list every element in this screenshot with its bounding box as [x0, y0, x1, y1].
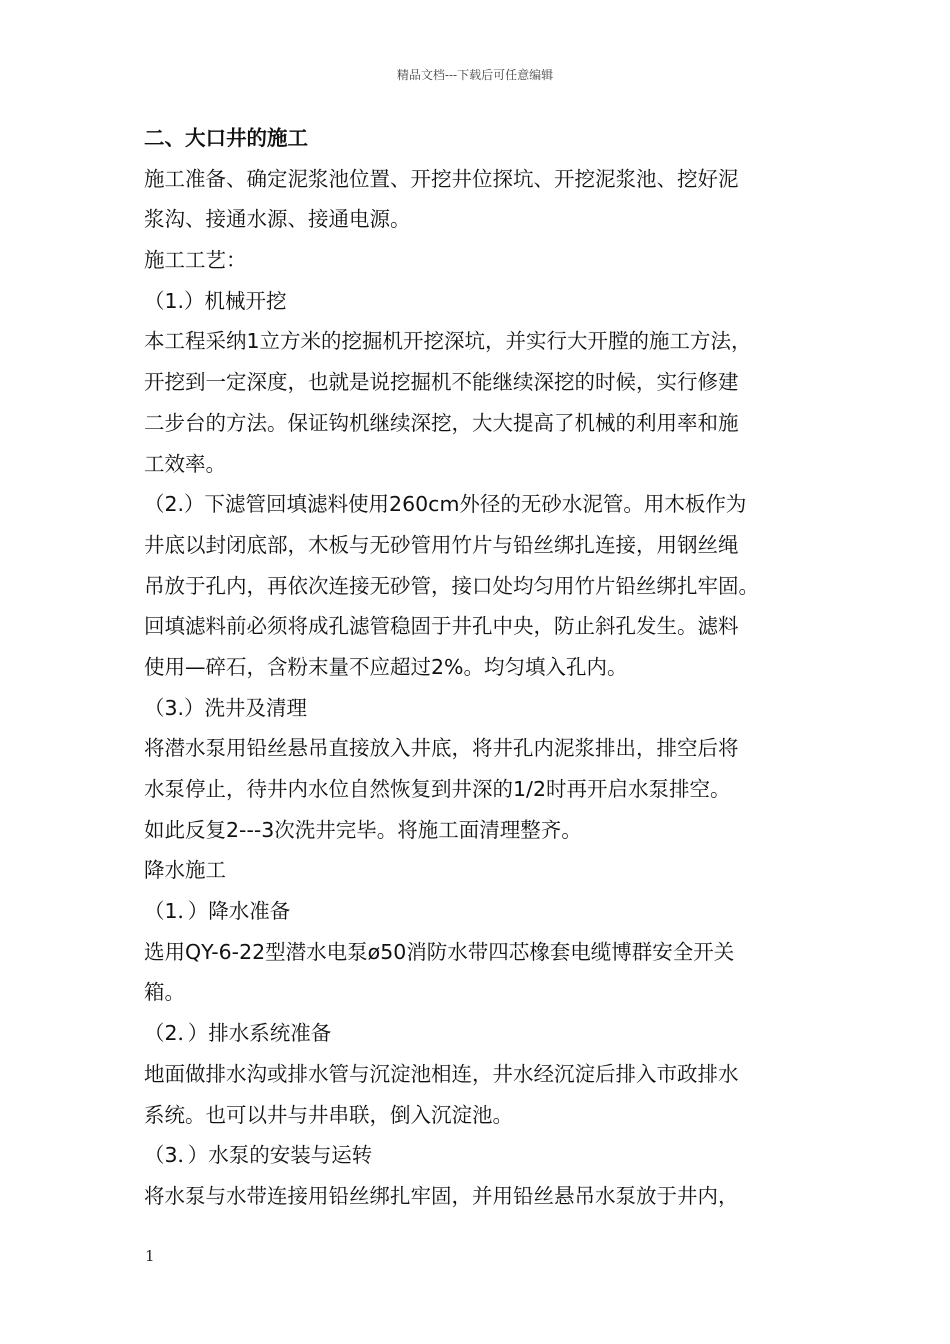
paragraph-line: 箱。	[144, 980, 185, 1005]
paragraph-line: 浆沟、接通水源、接通电源。	[144, 207, 411, 232]
paragraph-line: 施工准备、确定泥浆池位置、开挖井位探坑、开挖泥浆池、挖好泥	[144, 166, 739, 191]
paragraph-line: 地面做排水沟或排水管与沉淀池相连，井水经沉淀后排入市政排水	[144, 1061, 739, 1086]
paragraph-line: 水泵停止，待井内水位自然恢复到井深的1/2时再开启水泵排空。	[144, 777, 731, 801]
subsection-heading: （3.）洗井及清理	[144, 695, 308, 720]
paragraph-line: 井底以封闭底部，木板与无砂管用竹片与铅丝绑扎连接，用钢丝绳	[144, 532, 739, 557]
subsection-heading: （3．）水泵的安装与运转	[144, 1143, 373, 1168]
paragraph-line: 工效率。	[144, 451, 226, 476]
section-heading: 二、大口井的施工	[144, 126, 308, 150]
paragraph-line: 吊放于孔内，再依次连接无砂管，接口处均匀用竹片铅丝绑扎牢固。	[144, 573, 759, 598]
paragraph-line: 选用QY-6-22型潜水电泵ø50消防水带四芯橡套电缆博群安全开关	[144, 939, 735, 964]
paragraph-line: 系统。也可以井与井串联，倒入沉淀池。	[144, 1102, 513, 1127]
subsection-heading: （2．）排水系统准备	[144, 1021, 332, 1046]
subsection-heading: （1.）机械开挖	[144, 288, 287, 313]
subsection-heading: （1．）降水准备	[144, 899, 291, 924]
section-subtitle: 降水施工	[144, 858, 226, 883]
page-header-watermark: 精品文档---下载后可任意编辑	[396, 68, 554, 82]
paragraph-line: （2.）下滤管回填滤料使用260cm外径的无砂水泥管。用木板作为	[144, 492, 747, 517]
paragraph-line: 将水泵与水带连接用铅丝绑扎牢固，并用铅丝悬吊水泵放于井内，	[144, 1183, 739, 1208]
paragraph-line: 将潜水泵用铅丝悬吊直接放入井底，将井孔内泥浆排出，排空后将	[144, 736, 739, 761]
document-body	[144, 118, 844, 1217]
paragraph-line: 回填滤料前必须将成孔滤管稳固于井孔中央，防止斜孔发生。滤料	[144, 614, 739, 639]
page-number: 1	[145, 1247, 155, 1265]
paragraph-line: 二步台的方法。保证钩机继续深挖，大大提高了机械的利用率和施	[144, 410, 739, 435]
paragraph-line: 本工程采纳1立方米的挖掘机开挖深坑，并实行大开膛的施工方法，	[144, 329, 752, 354]
paragraph-line: 使用—碎石，含粉末量不应超过2%。均匀填入孔内。	[144, 654, 628, 679]
paragraph-line: 施工工艺：	[144, 248, 247, 273]
paragraph-line: 开挖到一定深度，也就是说挖掘机不能继续深挖的时候，实行修建	[144, 370, 739, 395]
paragraph-line: 如此反复2---3次洗井完毕。将施工面清理整齐。	[144, 817, 582, 842]
